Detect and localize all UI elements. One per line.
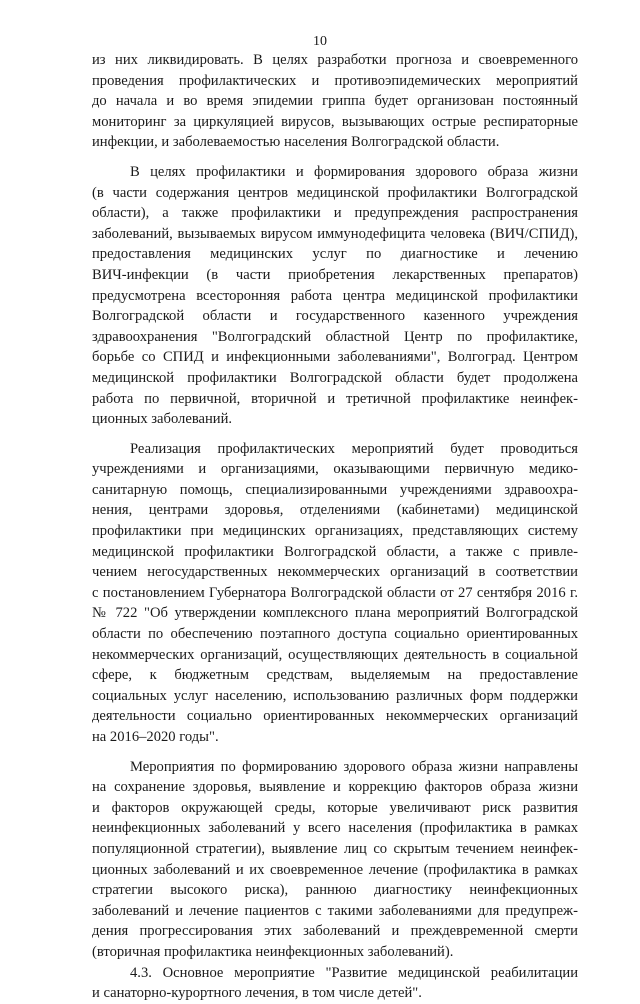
paragraph-4 xyxy=(92,757,578,963)
text-line: медицинской профилактики Волгоградской области будет продолжена xyxy=(92,369,578,386)
text-line: заболеваний и лечение пациентов с такими заболеваниями для предупреж- xyxy=(92,902,578,919)
text-line: Мероприятия по формированию здорового образа жизни направлены xyxy=(130,758,578,775)
text-line: Волгоградской области и государственного казенного учреждения xyxy=(92,308,578,325)
text-line: дения прогрессирования этих заболеваний и преждевременной смерти xyxy=(92,923,578,940)
text-line: предусмотрена всесторонняя работа центра медицинской профилактики xyxy=(92,287,578,304)
paragraph-3 xyxy=(92,439,578,748)
text-line: ционных заболеваний и их своевременное лечение (профилактика в рамках xyxy=(92,861,578,878)
text-line: социальных услуг населению, использованию различных форм поддержки xyxy=(92,687,578,704)
text-line: работа по первичной, вторичной и третичной профилактике неинфек- xyxy=(92,390,578,407)
text-line: области по обеспечению поэтапного доступа социально ориентированных xyxy=(92,626,578,643)
text-line: стратегии высокого риска), раннюю диагностику неинфекционных xyxy=(92,882,578,899)
text-line: чением негосударственных некоммерческих организаций в соответствии xyxy=(92,564,578,581)
text-line: (в части содержания центров медицинской профилактики Волгоградской xyxy=(92,184,578,201)
text-line: (вторичная профилактика неинфекционных заболеваний). xyxy=(92,943,454,960)
text-line: на сохранение здоровья, выявление и коррекцию факторов образа жизни xyxy=(92,779,578,796)
text-line: деятельности социально ориентированных некоммерческих организаций xyxy=(92,708,578,725)
text-line: некоммерческих организаций, осуществляющих деятельность в социальной xyxy=(92,646,578,663)
text-line: заболеваний, вызываемых вирусом иммунодефицита человека (ВИЧ/СПИД), xyxy=(92,225,578,242)
text-line: популяционной стратегии), выявление лиц со скрытым течением неинфек- xyxy=(92,840,578,857)
text-line: учреждениями и организациями, оказывающими первичную медико- xyxy=(92,461,578,478)
text-line: и факторов окружающей среды, которые увеличивают риск развития xyxy=(92,799,578,816)
text-line: санитарную помощь, специализированными учреждениями здравоохра- xyxy=(92,481,578,498)
text-line: В целях профилактики и формирования здорового образа жизни xyxy=(130,163,578,180)
text-line: здравоохранения "Волгоградский областной Центр по профилактике, xyxy=(92,328,578,345)
document-body xyxy=(92,50,578,1004)
text-line: и санаторно-курортного лечения, в том числе детей". xyxy=(92,985,422,1002)
text-line: медицинской профилактики Волгоградской области, а также с привле- xyxy=(92,543,578,560)
text-line: проведения профилактических и противоэпидемических мероприятий xyxy=(92,72,578,89)
text-line: Реализация профилактических мероприятий будет проводиться xyxy=(130,440,578,457)
text-line: до начала и во время эпидемии гриппа будет организован постоянный xyxy=(92,93,578,110)
text-line: ВИЧ-инфекции (в части приобретения лекарственных препаратов) xyxy=(92,266,578,283)
text-line: № 722 "Об утверждении комплексного плана мероприятий Волгоградской xyxy=(92,605,578,622)
text-line: 4.3. Основное мероприятие "Развитие медицинской реабилитации xyxy=(130,964,578,981)
text-line: на 2016–2020 годы". xyxy=(92,729,219,745)
text-line: профилактики при медицинских организациях, представляющих систему xyxy=(92,523,578,540)
text-line: нения, центрами здоровья, отделениями (кабинетами) медицинской xyxy=(92,502,578,519)
text-line: с постановлением Губернатора Волгоградской области от 27 сентября 2016 г. xyxy=(92,584,578,601)
text-line: предоставления медицинских услуг по диагностике и лечению xyxy=(92,246,578,263)
text-line: борьбе со СПИД и инфекционными заболеваниями", Волгоград. Центром xyxy=(92,349,578,366)
text-line: области), а также профилактики и предупреждения распространения xyxy=(92,205,578,222)
text-line: из них ликвидировать. В целях разработки прогноза и своевременного xyxy=(92,52,578,68)
text-line: неинфекционных заболеваний у всего населения (профилактика в рамках xyxy=(92,820,578,837)
text-line: инфекции, и заболеваемостью населения Волгоградской области. xyxy=(92,134,500,151)
text-line: ционных заболеваний. xyxy=(92,411,233,428)
page-number: 10 xyxy=(313,34,327,49)
paragraph-2 xyxy=(92,162,578,430)
section-heading-4-3 xyxy=(92,963,578,1004)
paragraph-1 xyxy=(92,50,578,153)
text-line: мониторинг за циркуляцией вирусов, вызывающих острые респираторные xyxy=(92,113,578,130)
text-line: сфере, к бюджетным средствам, выделяемым на предоставление xyxy=(92,667,578,684)
